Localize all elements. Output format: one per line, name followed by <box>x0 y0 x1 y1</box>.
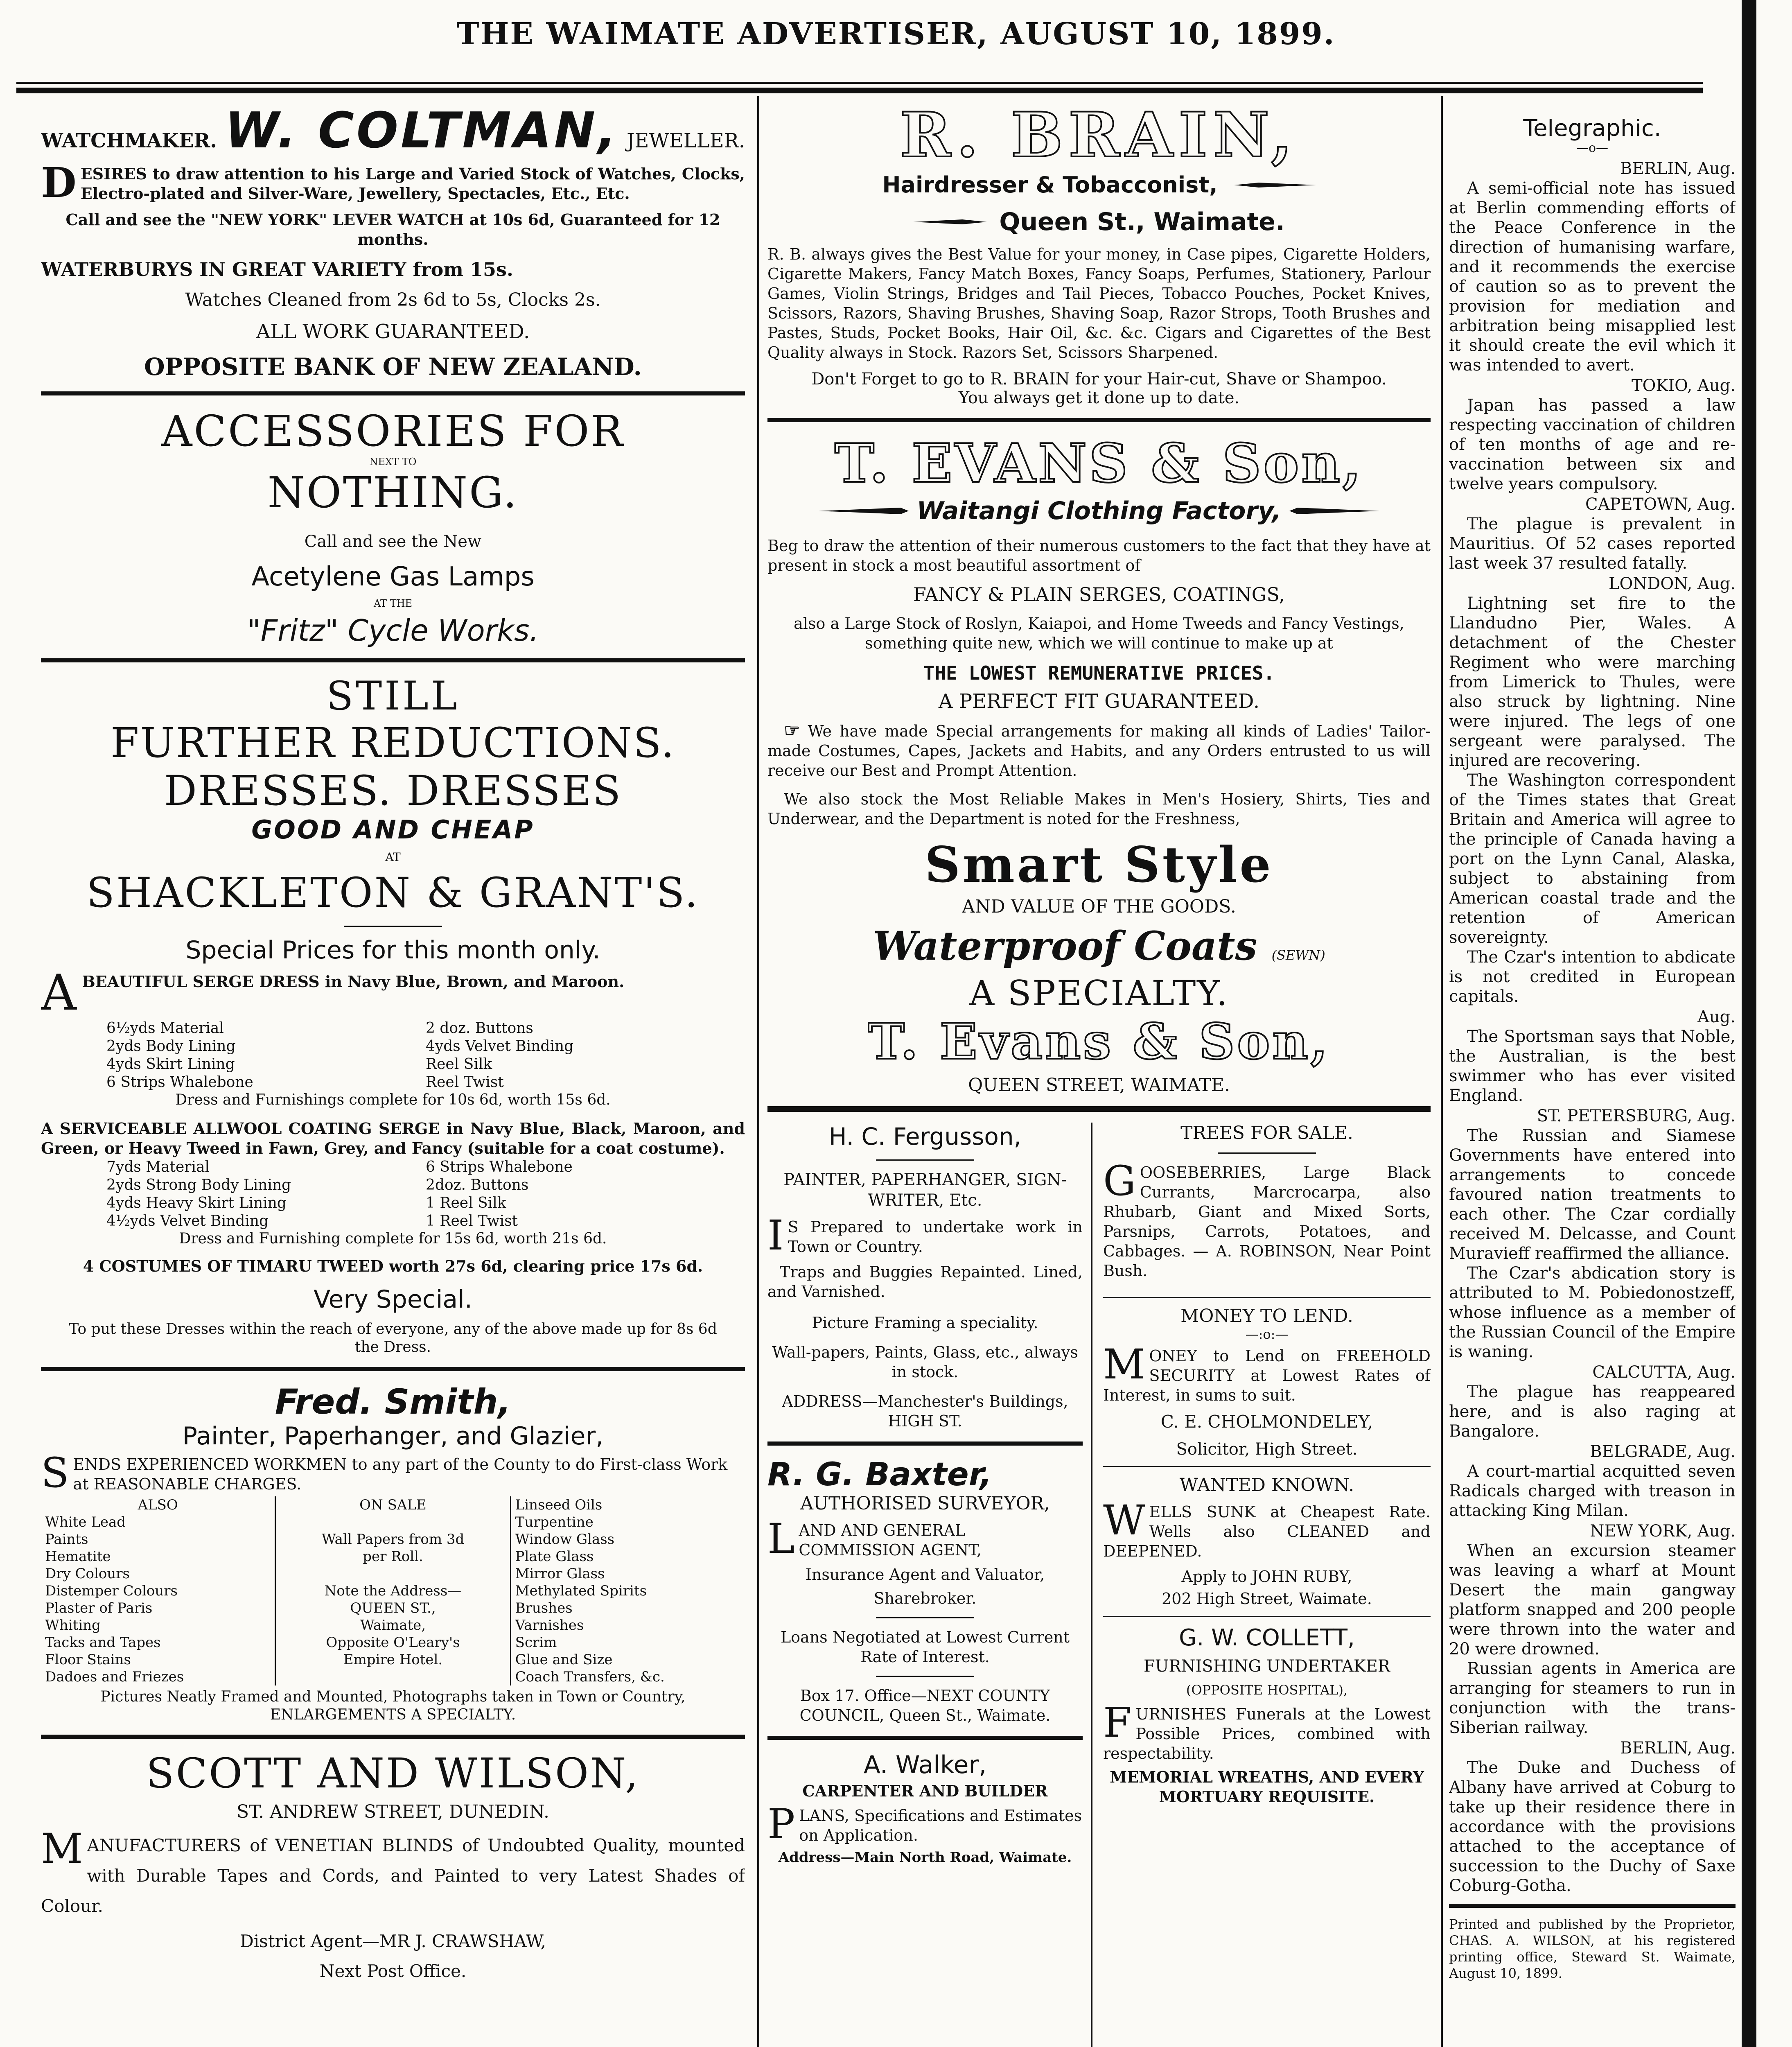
list-item <box>280 1514 506 1531</box>
short-rule <box>1218 1152 1316 1154</box>
shackleton-drop-cap: A <box>41 965 77 1021</box>
smith-also: ALSO <box>138 1497 178 1513</box>
list-item: Methylated Spirits <box>515 1583 647 1599</box>
shackleton-item2: A SERVICEABLE ALLWOOL COATING SERGE in Navy Blue, Black, Maroon, and Green, or Heavy Tweed in Fawn, Grey, and Fancy (suitable for a coat costume). <box>41 1119 745 1157</box>
pointer-flourish-icon <box>1234 176 1316 194</box>
rule <box>1103 1466 1431 1467</box>
left-column <box>41 102 745 2047</box>
evans-ad <box>767 433 1431 1096</box>
coltman-opposite: OPPOSITE BANK OF NEW ZEALAND. <box>144 353 642 381</box>
baxter-drop-cap: L <box>767 1515 795 1563</box>
telegraphic-item <box>1449 1362 1736 1441</box>
list-item: Plate Glass <box>515 1548 594 1565</box>
telegraphic-item <box>1449 947 1736 1006</box>
dateline: LONDON, Aug. <box>1608 574 1736 593</box>
evans-factory: Waitangi Clothing Factory, <box>916 497 1282 525</box>
walker-trade: CARPENTER AND BUILDER <box>802 1782 1048 1800</box>
evans-specialty: A SPECIALTY. <box>969 973 1229 1013</box>
item-body: When an excursion steamer was leaving a wharf at Mount Desert the main gangway platform snapped and 200 people were thrown into the water and 20 were drowned. <box>1449 1541 1736 1658</box>
list-item: Dry Colours <box>45 1566 130 1582</box>
short-rule <box>876 1159 974 1161</box>
collett-opp: (OPPOSITE HOSPITAL), <box>1186 1682 1348 1698</box>
baxter-name: R. G. Baxter, <box>767 1456 992 1493</box>
money-drop-cap: M <box>1103 1340 1145 1388</box>
dateline: Aug. <box>1697 1008 1736 1026</box>
rule <box>1449 1904 1736 1908</box>
shackleton-good: GOOD AND CHEAP <box>251 815 535 845</box>
list-item: Paints <box>45 1531 88 1548</box>
dateline: CAPETOWN, Aug. <box>1585 495 1736 514</box>
list-item <box>280 1565 506 1582</box>
list-item: Coach Transfers, &c. <box>515 1669 665 1685</box>
list-item: 4yds Skirt Lining <box>106 1056 235 1073</box>
pointer-flourish-icon <box>913 214 987 230</box>
column-rule-2 <box>1441 96 1443 2047</box>
telegraphic-item <box>1449 1738 1736 1896</box>
telegraphic-item <box>1449 1442 1736 1521</box>
list-item: Empire Hotel. <box>343 1652 443 1668</box>
shackleton-costumes: 4 COSTUMES OF TIMARU TWEED worth 27s 6d, clearing price 17s 6d. <box>83 1257 703 1275</box>
list-item: Linseed Oils <box>515 1497 603 1513</box>
trees-ad <box>1103 1123 1431 1281</box>
list-item: Glue and Size <box>515 1652 613 1668</box>
wanted-ad <box>1103 1475 1431 1609</box>
shackleton-item1: BEAUTIFUL SERGE DRESS in Navy Blue, Brown, and Maroon. <box>82 972 625 991</box>
evans-lowest: THE LOWEST REMUNERATIVE PRICES. <box>923 662 1275 684</box>
dateline: BERLIN, Aug. <box>1620 1739 1736 1758</box>
list-item: 1 Reel Silk <box>426 1195 506 1211</box>
coltman-body: ESIRES to draw attention to his Large and Varied Stock of Watches, Clocks, Electro-plated and Silver-Ware, Jewellery, Spectacles, Etc., Etc. <box>80 165 745 203</box>
list-item: Waimate, <box>360 1617 426 1634</box>
telegraphic-item <box>1449 159 1736 375</box>
item-body: The Washington correspondent of the Times states that Great Britain and America will agree to the principle of Canada having a port on the Lynn Canal, Alaska, subject to abstaining from American coastal trade and the retention of American sovereignty. <box>1449 771 1736 947</box>
evans-name: T. EVANS & Son, <box>834 432 1364 495</box>
list-item: 2doz. Buttons <box>426 1177 529 1193</box>
scott-drop-cap: M <box>41 1825 83 1873</box>
coltman-ad <box>41 102 745 381</box>
collett-memorial: MEMORIAL WREATHS, AND EVERY MORTUARY REQUISITE. <box>1110 1768 1424 1806</box>
fergusson-body: S Prepared to undertake work in Town or Country. <box>788 1218 1083 1256</box>
scott-body: ANUFACTURERS of VENETIAN BLINDS of Undoubted Quality, mounted with Durable Tapes and Cords, and Painted to very Latest Shades of Colour. <box>41 1835 745 1916</box>
baxter-share: Sharebroker. <box>873 1589 977 1607</box>
list-item: Turpentine <box>515 1514 594 1530</box>
list-item: 4½yds Velvet Binding <box>106 1213 269 1229</box>
middle-column <box>767 102 1431 2047</box>
list-item: Note the Address— <box>324 1583 462 1599</box>
list-item: Varnishes <box>515 1617 584 1634</box>
shackleton-further: FURTHER REDUCTIONS. <box>111 719 675 767</box>
brain-body: R. B. always gives the Best Value for your money, in Case pipes, Cigarette Holders, Cigarette Makers, Fancy Match Boxes, Fancy Soaps, Perfumes, Stationery, Parlour Games, Violin Strings, Bridges and Tail Pieces, Tobacco Pouches, Pocket Knives, Scissors, Razors, Shaving Brushes, Shaving Soap, Razor Strops, Tooth Brushes and Pastes, Studs, Pocket Books, Hair Oil, &c. &c. Cigars and Cigarettes of the Best Quality always in Stock. Razors Set, Scissors Sharpened. <box>767 245 1431 362</box>
item-body: The plague has reappeared here, and is also raging at Bangalore. <box>1449 1383 1736 1441</box>
brain-date: You always get it done up to date. <box>958 389 1240 407</box>
trees-body: OOSEBERRIES, Large Black Currants, Marcrocarpa, also Rhubarb, Giant and Mixed Sorts, Parsnips, Carrots, Potatoes, and Cabbages. — A. ROBINSON, Near Point Bush. <box>1103 1164 1431 1280</box>
baxter-loans: Loans Negotiated at Lowest Current Rate of Interest. <box>780 1628 1070 1666</box>
list-item: 2yds Body Lining <box>106 1038 236 1055</box>
accessories-call: Call and see the New <box>304 532 482 551</box>
list-item: Reel Twist <box>426 1074 504 1091</box>
accessories-next-to: NEXT TO <box>369 456 417 468</box>
dateline: NEW YORK, Aug. <box>1590 1522 1736 1541</box>
money-solicitor: Solicitor, High Street. <box>1176 1440 1358 1459</box>
shackleton-put: To put these Dresses within the reach of everyone, any of the above made up for 8s 6d the Dress. <box>69 1321 717 1356</box>
collett-trade: FURNISHING UNDERTAKER <box>1143 1657 1390 1676</box>
evans-sewn: (SEWN) <box>1271 947 1325 963</box>
shackleton-ad <box>41 673 745 1356</box>
telegraphic-item <box>1449 1106 1736 1263</box>
shackleton-name: SHACKLETON & GRANT'S. <box>86 869 700 917</box>
list-item: 6 Strips Whalebone <box>106 1074 253 1091</box>
smith-name: Fred. Smith, <box>275 1382 511 1422</box>
item-body: The Duke and Duchess of Albany have arrived at Coburg to take up their residence there in accordance with the provisions attached to the acceptance of succession to the Duchy of Saxe Coburg-Gotha. <box>1449 1758 1736 1895</box>
collett-body: URNISHES Funerals at the Lowest Possible Prices, combined with respectability. <box>1103 1705 1431 1762</box>
evans-fit: A PERFECT FIT GUARANTEED. <box>938 690 1260 713</box>
trees-head: TREES FOR SALE. <box>1180 1123 1353 1143</box>
brain-ad <box>767 102 1431 407</box>
list-item: 4yds Velvet Binding <box>426 1038 574 1055</box>
shackleton-still: STILL <box>326 673 460 719</box>
list-item: Reel Silk <box>426 1056 492 1073</box>
evans-street: QUEEN STREET, WAIMATE. <box>968 1075 1230 1096</box>
shackleton-item2-price: Dress and Furnishing complete for 15s 6d, worth 21s 6d. <box>179 1230 607 1247</box>
evans-fancy: FANCY & PLAIN SERGES, COATINGS, <box>913 583 1285 606</box>
shackleton-item1-price: Dress and Furnishings complete for 10s 6d, worth 15s 6d. <box>175 1091 611 1108</box>
short-rule <box>876 1676 974 1677</box>
dateline: CALCUTTA, Aug. <box>1592 1363 1736 1382</box>
evans-smart: Smart Style <box>925 836 1273 894</box>
fergusson-trade: PAINTER, PAPERHANGER, SIGN-WRITER, Etc. <box>783 1170 1067 1210</box>
list-item: Window Glass <box>515 1531 615 1548</box>
dateline: BERLIN, Aug. <box>1620 159 1736 178</box>
scott-name: SCOTT AND WILSON, <box>146 1749 640 1797</box>
wanted-head: WANTED KNOWN. <box>1179 1475 1354 1496</box>
pointer-flourish-icon <box>1289 503 1379 519</box>
list-item: Floor Stains <box>45 1652 131 1668</box>
list-item: QUEEN ST., <box>350 1600 436 1616</box>
list-item: Hematite <box>45 1548 111 1565</box>
brain-street: Queen St., Waimate. <box>999 208 1285 236</box>
list-item: 2yds Strong Body Lining <box>106 1177 291 1193</box>
money-body: ONEY to Lend on FREEHOLD SECURITY at Lowest Rates of Interest, in sums to suit. <box>1103 1347 1431 1404</box>
fergusson-ad <box>767 1123 1083 1431</box>
item-body: The Russian and Siamese Governments have entered into arrangements to concede favoured nation treatments to each other. The Czar cordially received M. Delcasse, and Count Muravieff reaffirmed the alliance. <box>1449 1126 1736 1263</box>
rule <box>1103 1616 1431 1617</box>
list-item: 6½yds Material <box>106 1020 224 1037</box>
dateline: ST. PETERSBURG, Aug. <box>1537 1107 1736 1125</box>
item-body: The plague is prevalent in Mauritius. Of 52 cases reported last week 37 resulted fatally. <box>1449 515 1736 573</box>
fergusson-traps: Traps and Buggies Repainted. Lined, and Varnished. <box>767 1263 1083 1301</box>
shackleton-at: AT <box>385 850 401 864</box>
telegraphic-item <box>1449 495 1736 573</box>
list-item: Mirror Glass <box>515 1566 605 1582</box>
fergusson-picture: Picture Framing a speciality. <box>812 1314 1038 1332</box>
list-item: White Lead <box>45 1514 126 1530</box>
accessories-line1: ACCESSORIES FOR <box>161 406 625 456</box>
item-body: A semi-official note has issued at Berlin commending efforts of the Peace Conference in the direction of humanising warfare, and it recommends the exercise of caution so as to prevent the provision for mediation and arbitration being misapplied lest it should create the evil which it was intended to avert. <box>1449 179 1736 375</box>
accessories-works: "Fritz" Cycle Works. <box>247 613 539 648</box>
accessories-ad <box>41 406 745 648</box>
accessories-lamps: Acetylene Gas Lamps <box>251 562 535 592</box>
list-item: 1 Reel Twist <box>426 1213 518 1229</box>
wanted-address: 202 High Street, Waimate. <box>1162 1590 1372 1608</box>
evans-also: also a Large Stock of Roslyn, Kaiapoi, and Home Tweeds and Fancy Vestings, something quite new, which we will continue to make up at <box>794 615 1404 652</box>
pointing-hand-icon: ☞ <box>784 720 800 741</box>
shackleton-special: Special Prices for this month only. <box>185 936 600 965</box>
baxter-ad <box>767 1456 1083 1725</box>
smith-ad <box>41 1382 745 1724</box>
list-item: Wall Papers from 3d <box>321 1531 465 1548</box>
masthead-rule <box>16 82 1703 84</box>
item-body: Lightning set fire to the Llandudno Pier, Wales. A detachment of the Chester Regiment who were marching from Limerick to Thules, were also struck by lightning. Nine were injured. The legs of one sergeant were paralysed. The injured are recovering. <box>1449 594 1736 770</box>
column-rule-1 <box>757 96 759 2047</box>
walker-address: Address—Main North Road, Waimate. <box>778 1849 1072 1866</box>
dateline: BELGRADE, Aug. <box>1590 1442 1736 1461</box>
fergusson-drop-cap: I <box>767 1211 784 1259</box>
item-body: A court-martial acquitted seven Radicals charged with treason in attacking King Milan. <box>1449 1462 1736 1520</box>
masthead: THE WAIMATE ADVERTISER, AUGUST 10, 1899. <box>456 16 1336 52</box>
rule <box>767 1441 1083 1446</box>
trees-drop-cap: G <box>1103 1157 1136 1205</box>
fergusson-address: ADDRESS—Manchester's Buildings, HIGH ST. <box>782 1392 1068 1430</box>
wanted-body: ELLS SUNK at Cheapest Rate. Wells also CLEANED and DEEPENED. <box>1103 1503 1431 1560</box>
item-body: The Czar's abdication story is attributed to M. Pobiedonostzeff, whose influence as a member of the Russian Council of the Empire is waning. <box>1449 1264 1736 1361</box>
list-item: per Roll. <box>363 1548 423 1565</box>
coltman-cleaned: Watches Cleaned from 2s 6d to 5s, Clocks 2s. <box>185 289 601 310</box>
coltman-left-label: WATCHMAKER. <box>41 129 217 152</box>
short-rule <box>344 926 442 927</box>
collett-drop-cap: F <box>1103 1699 1132 1747</box>
shackleton-very: Very Special. <box>314 1285 472 1314</box>
list-item: ON SALE <box>359 1497 427 1513</box>
scott-next: Next Post Office. <box>319 1961 467 1981</box>
masthead-rule-heavy <box>16 88 1703 93</box>
telegraphic-item <box>1449 1007 1736 1105</box>
list-item: Distemper Colours <box>45 1583 178 1599</box>
evans-value: AND VALUE OF THE GOODS. <box>962 896 1236 917</box>
accessories-at-the: AT THE <box>373 598 413 609</box>
telegraphic-item <box>1449 574 1736 770</box>
item-body: Japan has passed a law respecting vaccination of children of ten months of age and re-vaccination between six and twelve years compulsory. <box>1449 396 1736 493</box>
coltman-name: W. COLTMAN, <box>225 102 619 159</box>
list-item: Whiting <box>45 1617 101 1634</box>
item-body: The Sportsman says that Noble, the Australian, is the best swimmer who has ever visited England. <box>1449 1027 1736 1105</box>
item-body: The Czar's intention to abdicate is not credited in European capitals. <box>1449 948 1736 1006</box>
walker-ad <box>767 1751 1083 1866</box>
right-column <box>1449 119 1736 2047</box>
money-ad <box>1103 1306 1431 1459</box>
coltman-call: Call and see the "NEW YORK" LEVER WATCH at 10s 6d, Guaranteed for 12 months. <box>65 210 720 249</box>
item-body: Russian agents in America are arranging for steamers to run in conjunction with the trans-Siberian railway. <box>1449 1659 1736 1737</box>
brain-forget: Don't Forget to go to R. BRAIN for your Hair-cut, Shave or Shampoo. <box>811 370 1387 389</box>
telegraphic-item <box>1449 376 1736 494</box>
imprint: Printed and published by the Proprietor, CHAS. A. WILSON, at his registered printing office, Steward St. Waimate, August 10, 1899. <box>1449 1916 1736 1981</box>
wanted-apply: Apply to JOHN RUBY, <box>1181 1568 1352 1586</box>
rule <box>767 418 1431 422</box>
wanted-drop-cap: W <box>1103 1496 1145 1544</box>
money-head: MONEY TO LEND. <box>1180 1306 1353 1326</box>
fergusson-name: H. C. Fergusson, <box>828 1123 1022 1150</box>
shackleton-dresses: DRESSES. DRESSES <box>164 767 622 815</box>
classified-divider <box>1091 1123 1092 2047</box>
list-item: Brushes <box>515 1600 573 1616</box>
pointer-flourish-icon <box>819 503 909 519</box>
dateline: TOKIO, Aug. <box>1631 376 1736 395</box>
coltman-guaranteed: ALL WORK GUARANTEED. <box>256 320 530 343</box>
walker-drop-cap: P <box>767 1800 795 1848</box>
evans-waterproof: Waterproof Coats <box>873 923 1257 969</box>
telegraphic-item <box>1449 1263 1736 1362</box>
evans-beg: Beg to draw the attention of their numerous customers to the fact that they have at present in stock a most beautiful assortment of <box>767 537 1431 574</box>
scott-ad <box>41 1749 745 1981</box>
collett-name: G. W. COLLETT, <box>1179 1624 1355 1651</box>
coltman-right-label: JEWELLER. <box>627 129 745 152</box>
list-item: Scrim <box>515 1634 557 1651</box>
scott-agent: District Agent—MR J. CRAWSHAW, <box>240 1931 546 1951</box>
rule <box>41 658 745 662</box>
evans-ladies: We have made Special arrangements for making all kinds of Ladies' Tailor-made Costumes, Capes, Jackets and Habits, and any Orders entrusted to us will receive our Best and Prompt Attention. <box>767 722 1431 779</box>
telegraphic-title: Telegraphic. <box>1523 119 1661 142</box>
rule <box>1103 1297 1431 1298</box>
smith-trade: Painter, Paperhanger, and Glazier, <box>182 1422 604 1451</box>
evans-name2: T. Evans & Son, <box>868 1013 1330 1071</box>
telegraphic-item <box>1449 1659 1736 1737</box>
brain-name: R. BRAIN, <box>900 102 1298 171</box>
rule <box>767 1736 1083 1740</box>
list-item: 7yds Material <box>106 1159 210 1175</box>
evans-hosiery: We also stock the Most Reliable Makes in Men's Hosiery, Shirts, Ties and Underwear, and the Department is noted for the Freshness, <box>767 790 1431 828</box>
money-sep: —:o:— <box>1245 1326 1289 1342</box>
fergusson-wall: Wall-papers, Paints, Glass, etc., always in stock. <box>772 1343 1078 1381</box>
smith-drop-cap: S <box>41 1449 69 1497</box>
list-item: Tacks and Tapes <box>45 1634 161 1651</box>
walker-name: A. Walker, <box>863 1751 987 1779</box>
rule <box>41 1735 745 1739</box>
baxter-title: AUTHORISED SURVEYOR, <box>800 1493 1050 1514</box>
list-item: 4yds Heavy Skirt Lining <box>106 1195 287 1211</box>
baxter-insurance: Insurance Agent and Valuator, <box>805 1566 1045 1584</box>
telegraphic-sep: —o— <box>1576 141 1609 155</box>
brain-trade: Hairdresser & Tobacconist, <box>882 172 1218 198</box>
telegraphic-item <box>1449 770 1736 947</box>
short-rule <box>876 1617 974 1618</box>
page-edge-shadow <box>1742 0 1756 2047</box>
collett-ad <box>1103 1624 1431 1807</box>
baxter-box: Box 17. Office—NEXT COUNTY COUNCIL, Queen St., Waimate. <box>799 1687 1051 1724</box>
smith-pictures: Pictures Neatly Framed and Mounted, Photographs taken in Town or Country, ENLARGEMENTS A SPECIALTY. <box>100 1688 686 1723</box>
accessories-line2: NOTHING. <box>267 468 519 517</box>
list-item: Plaster of Paris <box>45 1600 153 1616</box>
classified-right <box>1091 1123 1431 1866</box>
coltman-waterburys: WATERBURYS IN GREAT VARIETY from 15s. <box>41 258 513 280</box>
rule <box>41 391 745 395</box>
classified-grid <box>767 1123 1431 1866</box>
list-item: 2 doz. Buttons <box>426 1020 533 1037</box>
rule <box>767 1106 1431 1112</box>
rule <box>41 1367 745 1371</box>
telegraphic-item <box>1449 1521 1736 1659</box>
list-item: Dadoes and Friezes <box>45 1669 184 1685</box>
classified-left <box>767 1123 1091 1866</box>
baxter-body: AND AND GENERAL COMMISSION AGENT, <box>799 1521 982 1559</box>
scott-street: ST. ANDREW STREET, DUNEDIN. <box>236 1801 550 1822</box>
list-item: Opposite O'Leary's <box>326 1634 460 1651</box>
list-item: 6 Strips Whalebone <box>426 1159 573 1175</box>
coltman-drop-cap: D <box>41 158 77 207</box>
walker-body: LANS, Specifications and Estimates on Application. <box>799 1807 1082 1844</box>
money-name: C. E. CHOLMONDELEY, <box>1160 1412 1373 1432</box>
smith-sends: ENDS EXPERIENCED WORKMEN to any part of the County to do First-class Work at REASONABLE CHARGES. <box>73 1455 728 1493</box>
